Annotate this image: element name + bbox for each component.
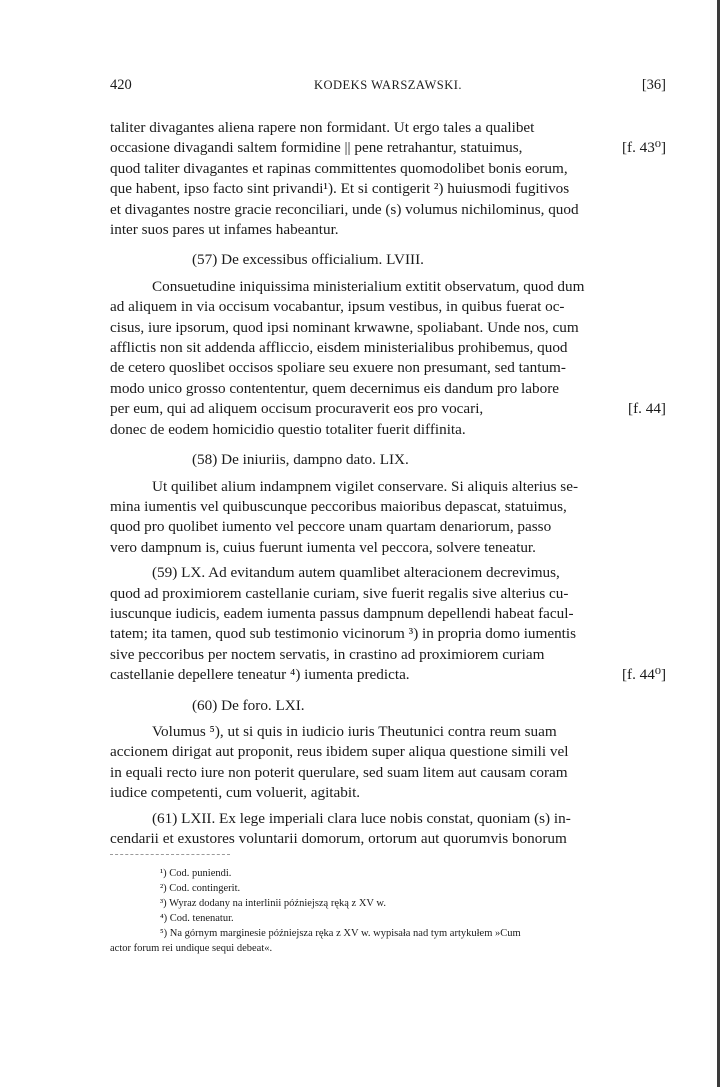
text-line: modo unico grosso contententur, quem decernimus eis dandum pro labore — [110, 379, 560, 397]
text-line: Ut quilibet alium indampnem vigilet conservare. Si aliquis alterius se- — [152, 477, 578, 495]
text-line: sive peccoribus per noctem servatis, in crastino ad proximiorem curiam — [110, 645, 545, 663]
intro-paragraph — [110, 118, 666, 240]
footnote: ⁵) Na górnym marginesie późniejsza ręka z XV w. wypisała nad tym artykułem »Cum — [160, 928, 521, 939]
text-line: ad aliquem in via occisum vocabantur, ipsum vestibus, in quibus fuerat oc- — [110, 298, 565, 316]
text-line: cendarii et exustores voluntarii domorum, ortorum aut quorumvis bonorum — [110, 830, 567, 847]
section-61 — [110, 809, 666, 850]
text-line: tatem; ita tamen, quod sub testimonio vicinorum ³) in propria domo iumentis — [110, 625, 577, 643]
section-60 — [110, 722, 666, 804]
footnote: ²) Cod. contingerit. — [160, 883, 241, 894]
page-number: 420 — [110, 77, 132, 93]
text-line: que habent, ipso facto sint privandi¹). Et si contigerit ²) huiusmodi fugitivos — [110, 180, 570, 198]
text-line: mina iumentis vel quibuscunque peccoribus maioribus depascat, statuimus, — [110, 497, 567, 515]
footnote-separator — [110, 854, 230, 855]
text-line: in equali recto iure non poterit querulare, sed suam litem aut causam coram — [110, 763, 568, 781]
text-line: iudice competenti, cum voluerit, agitabit. — [110, 784, 361, 802]
text-line: donec de eodem homicidio questio totaliter fuerit diffinita. — [110, 420, 466, 438]
text-line: iuscunque iudicis, eadem iumenta passus dampnum depellendi habeat facul- — [110, 604, 574, 622]
text-line: de cetero quoslibet occisos spoliare seu exuere non presumant, sed tantum- — [110, 359, 566, 377]
text-line: [f. 43⁰] occasione divagandi saltem formidine || pene retrahantur, statuimus, — [110, 138, 666, 158]
text-line: (59) LX. Ad evitandum autem quamlibet alteracionem decrevimus, — [152, 564, 560, 582]
text-line: afflictis non sit addenda affliccio, eisdem ministerialibus prohibemus, quod — [110, 339, 568, 357]
running-title: KODEKS WARSZAWSKI. — [313, 78, 463, 92]
text-line: accionem dirigat aut proponit, reus ibidem super aliqua questione simili vel — [110, 743, 569, 761]
text-line: vero dampnum is, cuius fuerunt iumenta vel peccora, solvere teneatur. — [110, 538, 536, 556]
section-heading-58: (58) De iniuriis, dampno dato. LIX. — [192, 451, 409, 469]
text-line: Volumus ⁵), ut si quis in iudicio iuris Theutunici contra reum suam — [152, 722, 557, 740]
text-line: quod ad proximiorem castellanie curiam, sive fuerit regalis sive alterius cu- — [110, 584, 569, 602]
section-heading-57: (57) De excessibus officialium. LVIII. — [192, 251, 424, 269]
main-text — [110, 118, 666, 849]
text-line: [f. 44] per eum, qui ad aliquem occisum procuraverit eos pro vocari, — [110, 399, 666, 419]
margin-note: [f. 43⁰] — [621, 139, 666, 157]
section-58 — [110, 477, 666, 559]
text-line: Consuetudine iniquissima ministerialium extitit observatum, quod dum — [152, 277, 585, 295]
margin-note: [f. 44⁰] — [621, 666, 666, 684]
text-line: cisus, iure ipsorum, quod ipsi nominant krwawne, spoliabant. Unde nos, cum — [110, 318, 579, 336]
text-line: taliter divagantes aliena rapere non formidant. Ut ergo tales a qualibet — [110, 119, 535, 136]
section-heading-60: (60) De foro. LXI. — [192, 696, 305, 714]
text-line: inter suos pares ut infames habeantur. — [110, 221, 339, 239]
margin-note: [f. 44] — [628, 400, 666, 418]
page-header — [108, 77, 668, 99]
footnote: ³) Wyraz dodany na interlinii późniejszą ręką z XV w. — [160, 898, 386, 909]
footnote-continuation: actor forum rei undique sequi debeat«. — [110, 943, 273, 954]
section-57 — [110, 277, 666, 440]
footnote: ¹) Cod. puniendi. — [160, 868, 232, 879]
section-59 — [110, 563, 666, 685]
text-line: (61) LXII. Ex lege imperiali clara luce nobis constat, quoniam (s) in- — [152, 809, 571, 827]
footnote: ⁴) Cod. tenenatur. — [160, 913, 234, 924]
folio-mark: [36] — [641, 77, 666, 93]
text-line: quod pro quolibet iumento vel peccore unam quartam denariorum, passo — [110, 518, 552, 536]
text-line: et divagantes nostre gracie reconciliari, unde (s) volumus nichilominus, quod — [110, 200, 579, 218]
text-line: [f. 44⁰] castellanie depellere teneatur ⁴) iumenta predicta. — [110, 665, 666, 685]
text-line: quod taliter divagantes et rapinas committentes quomodolibet bonis eorum, — [110, 159, 568, 177]
